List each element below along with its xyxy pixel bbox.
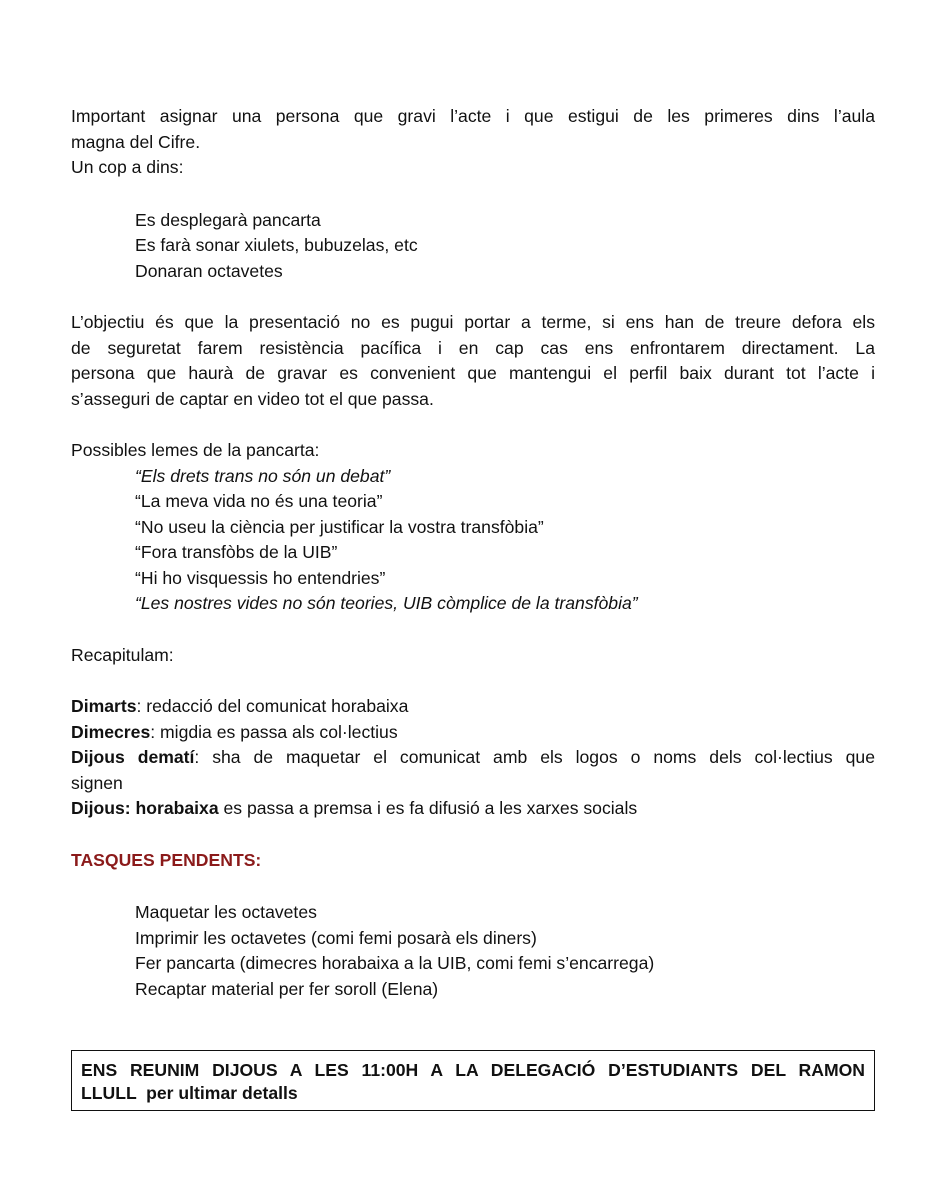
recap-label: Dijous dematí — [71, 747, 195, 767]
tasks-heading: TASQUES PENDENTS: — [71, 849, 262, 870]
task-item: Maquetar les octavetes — [135, 902, 317, 922]
task-item: Imprimir les octavetes (comi femi posarà els diners) — [135, 927, 537, 948]
slogan-item: “Els drets trans no són un debat” — [135, 465, 391, 486]
paragraph-line: s’asseguri de captar en video tot el que passa. — [71, 388, 434, 409]
recap-label: Dijous: horabaixa — [71, 798, 219, 818]
spacer — [71, 284, 875, 310]
list-item: Es farà sonar xiulets, bubuzelas, etc — [135, 235, 418, 255]
recap-label: Dimecres — [71, 721, 151, 742]
meeting-line-2: LLULL per ultimar detalls — [81, 1083, 298, 1103]
slogan-item: “Fora transfòbs de la UIB” — [135, 542, 338, 562]
meeting-notice-box — [71, 1050, 875, 1111]
spacer — [71, 181, 875, 208]
recap-heading: Recapitulam: — [71, 644, 174, 665]
spacer — [71, 617, 875, 643]
spacer — [71, 873, 875, 900]
recap-text: signen — [71, 772, 123, 793]
slogan-item: “No useu la ciència per justificar la vostra transfòbia” — [135, 516, 544, 537]
document-page — [71, 104, 875, 1111]
recap-label: Dimarts — [71, 696, 137, 716]
recap-item — [71, 796, 875, 822]
list-item: Es desplegarà pancarta — [135, 209, 321, 230]
slogan-item: “Hi ho visquessis ho entendries” — [135, 567, 386, 588]
recap-list — [71, 694, 875, 822]
slogans-list — [71, 464, 875, 617]
objective-paragraph — [71, 310, 875, 412]
recap-text: es passa a premsa i es fa difusió a les xarxes socials — [218, 798, 638, 818]
recap-text: : sha de maquetar el comunicat amb els logos o noms dels col·lectius que — [194, 747, 875, 767]
paragraph-line: de seguretat farem resistència pacífica i en cap cas ens enfrontarem directament. La — [71, 337, 875, 358]
recap-item — [71, 720, 875, 746]
task-item: Recaptar material per fer soroll (Elena) — [135, 978, 439, 999]
paragraph-line: persona que haurà de gravar es convenient que mantengui el perfil baix durant tot l’acte i — [71, 363, 875, 383]
recap-item — [71, 745, 875, 771]
slogan-item: “La meva vida no és una teoria” — [135, 491, 383, 511]
slogans-heading: Possibles lemes de la pancarta: — [71, 440, 320, 460]
spacer — [71, 822, 875, 848]
recap-item — [71, 694, 875, 720]
recap-item — [71, 771, 875, 797]
spacer — [71, 412, 875, 438]
inside-actions-list — [71, 208, 875, 285]
recap-text: : redacció del comunicat horabaixa — [136, 696, 409, 716]
tasks-list — [71, 900, 875, 1002]
slogan-item: “Les nostres vides no són teories, UIB còmplice de la transfòbia” — [135, 593, 638, 613]
meeting-line-1: ENS REUNIM DIJOUS A LES 11:00H A LA DELEGACIÓ D’ESTUDIANTS DEL RAMON — [81, 1060, 865, 1080]
task-item: Fer pancarta (dimecres horabaixa a la UIB, comi femi s’encarrega) — [135, 953, 655, 973]
paragraph-line: L’objectiu és que la presentació no es pugui portar a terme, si ens han de treure defora els — [71, 312, 875, 332]
intro-line-1: Important asignar una persona que gravi l’acte i que estigui de les primeres dins l’aula — [71, 106, 875, 126]
spacer — [71, 1002, 875, 1050]
list-item: Donaran octavetes — [135, 260, 283, 281]
spacer — [71, 668, 875, 694]
intro-line-2: magna del Cifre. — [71, 131, 201, 152]
recap-text: : migdia es passa als col·lectius — [150, 721, 398, 742]
intro-line-3: Un cop a dins: — [71, 157, 184, 177]
